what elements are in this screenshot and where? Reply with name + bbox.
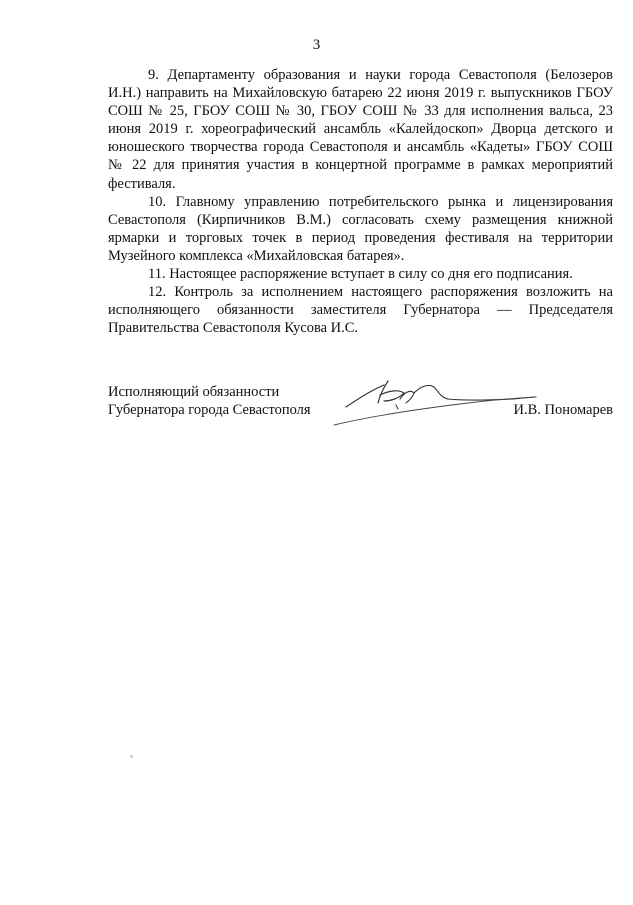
page-number: 3: [312, 37, 321, 53]
paragraph-11: 11. Настоящее распоряжение вступает в силу со дня его подписания.: [148, 266, 573, 283]
paragraph-9: 9. Департаменту образования и науки города Севастополя (Белозеров И.Н.) направить на Михайловскую батарею 22 июня 2019 г. выпускников ГБОУ СОШ № 25, ГБОУ СОШ № 30, ГБОУ СОШ № 33 для исполнения вальса, 23 июня 2019 г. хореографический ансамбль «Калейдоскоп» Дворца детского и юношеского творчества города Севастополя и ансамбль «Кадеты» ГБОУ СОШ № 22 для принятия участия в концертной программе в рамках мероприятий фестиваля.: [108, 67, 613, 192]
signer-title-line-2: Губернатора города Севастополя: [108, 402, 311, 419]
handwritten-signature: [328, 373, 538, 433]
signer-title-line-1: Исполняющий обязанности: [108, 384, 280, 400]
scan-speck: [130, 755, 133, 758]
paragraph-12: 12. Контроль за исполнением настоящего распоряжения возложить на исполняющего обязанности заместителя Губернатора — Председателя Правительства Севастополя Кусова И.С.: [108, 284, 613, 337]
signer-title: [108, 383, 311, 419]
paragraph-10: 10. Главному управлению потребительского рынка и лицензирования Севастополя (Кирпичников В.М.) согласовать схему размещения книжной ярмарки и торговых точек в период проведения фестиваля на территории Музейного комплекса «Михайловская батарея».: [108, 193, 613, 264]
document-body: [108, 66, 613, 337]
signer-name: И.В. Пономарев: [513, 402, 613, 418]
signature-block: [108, 383, 613, 443]
